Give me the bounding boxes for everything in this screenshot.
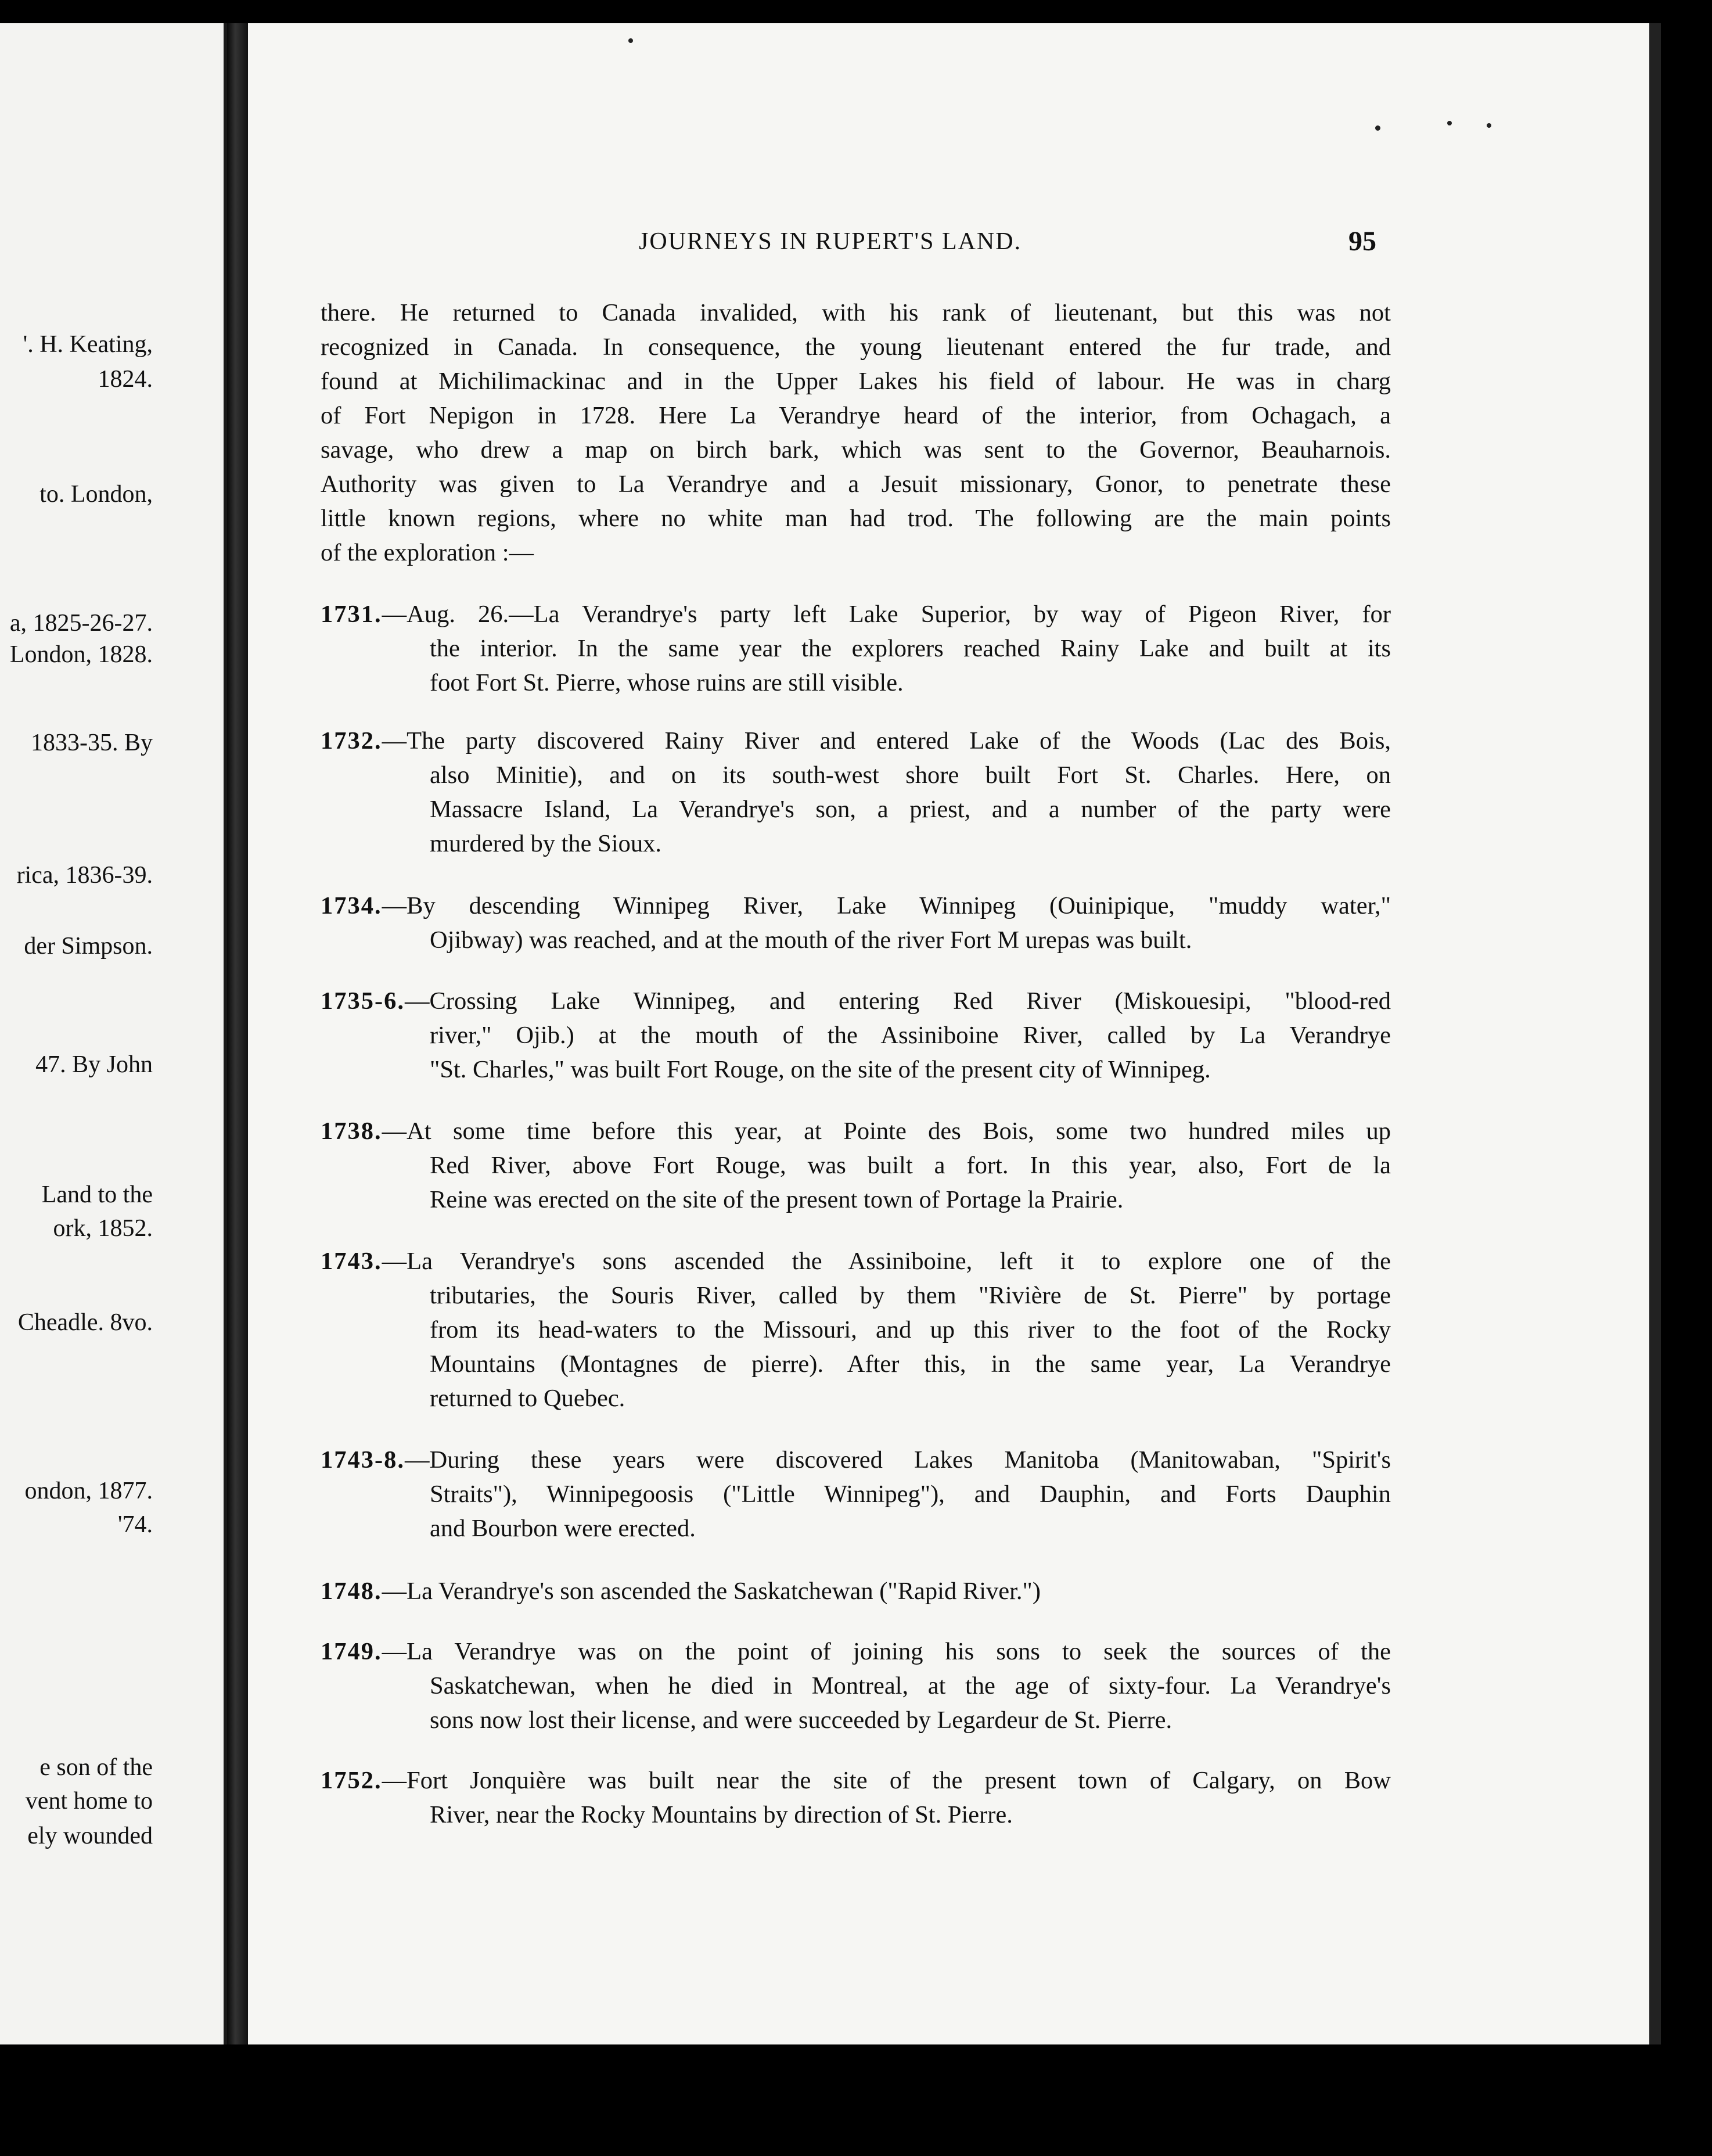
left-page-line: to. London, — [39, 481, 153, 508]
entry-year: 1743. — [321, 1248, 382, 1275]
entry-line: also Minitie), and on its south-west shore built Fort St. Charles. Here, on — [430, 761, 1391, 789]
entry-line: Reine was erected on the site of the present town of Portage la Prairie. — [430, 1186, 1124, 1213]
left-page-line: Land to the — [41, 1181, 153, 1208]
book-gutter — [227, 23, 248, 2044]
entry-year: 1738. — [321, 1117, 382, 1145]
print-speck — [1447, 121, 1452, 125]
entry-first-line — [321, 1763, 1391, 1798]
entry-year: 1752. — [321, 1767, 382, 1794]
left-page-line: Cheadle. 8vo. — [17, 1309, 153, 1336]
entry-year: 1731. — [321, 601, 382, 628]
entry-line: sons now lost their license, and were succeeded by Legardeur de St. Pierre. — [430, 1706, 1172, 1734]
entry-first-line — [321, 1574, 1391, 1608]
entry-line: Red River, above Fort Rouge, was built a fort. In this year, also, Fort de la — [430, 1152, 1391, 1179]
chronology-entry — [321, 1114, 1391, 1217]
entry-line: Ojibway) was reached, and at the mouth of the river Fort M urepas was built. — [430, 926, 1192, 954]
left-page-line: vent home to — [25, 1788, 153, 1814]
chronology-entry — [321, 1634, 1391, 1737]
entry-line: tributaries, the Souris River, called by them "Rivière de St. Pierre" by portage — [430, 1282, 1391, 1309]
chronology-entry — [321, 1443, 1391, 1546]
text-line: savage, who drew a map on birch bark, which was sent to the Governor, Beauharnois. — [321, 436, 1391, 463]
left-page-line: a, 1825-26-27. — [9, 610, 153, 637]
left-page-line: 1824. — [98, 366, 153, 393]
left-page-line: der Simpson. — [24, 933, 153, 960]
entry-first-line — [321, 1114, 1391, 1148]
print-speck — [1375, 125, 1380, 131]
left-page-line: 1833-35. By — [31, 730, 153, 756]
entry-line: "St. Charles," was built Fort Rouge, on the site of the present city of Winnipeg. — [430, 1056, 1211, 1083]
text-line: Authority was given to La Verandrye and a Jesuit missionary, Gonor, to penetrate these — [321, 470, 1391, 498]
page-edge-shadow — [1649, 23, 1661, 2044]
entry-first-line — [321, 1443, 1391, 1477]
entry-first-line — [321, 1634, 1391, 1669]
print-speck — [1487, 123, 1491, 128]
entry-year: 1735-6. — [321, 987, 405, 1015]
entry-first-line — [321, 984, 1391, 1018]
entry-year: 1732. — [321, 727, 382, 754]
text-line: of the exploration :— — [321, 539, 534, 566]
left-page-line: '. H. Keating, — [23, 331, 153, 358]
left-page-line: e son of the — [39, 1754, 153, 1781]
entry-year: 1743-8. — [321, 1446, 405, 1474]
entry-text: —La Verandrye's sons ascended the Assiniboine, left it to explore one of the — [382, 1248, 1391, 1275]
intro-paragraph — [321, 296, 1391, 570]
chronology-entry — [321, 1763, 1391, 1832]
entry-first-line — [321, 1244, 1391, 1278]
entry-line: and Bourbon were erected. — [430, 1515, 696, 1542]
left-page-line: '74. — [117, 1511, 153, 1538]
left-page-line: ondon, 1877. — [24, 1478, 153, 1504]
left-page-line: ely wounded — [27, 1823, 153, 1849]
entry-year: 1749. — [321, 1638, 382, 1665]
chronology-entry — [321, 597, 1391, 700]
entry-text: —During these years were discovered Lakes Manitoba (Manitowaban, "Spirit's — [405, 1446, 1391, 1474]
chronology-entry — [321, 889, 1391, 957]
entry-text: —La Verandrye's son ascended the Saskatchewan ("Rapid River.") — [382, 1578, 1041, 1605]
left-facing-page — [0, 23, 227, 2044]
entry-line: Saskatchewan, when he died in Montreal, at the age of sixty-four. La Verandrye's — [430, 1672, 1391, 1699]
page-number: 95 — [1348, 226, 1376, 257]
left-page-line: ork, 1852. — [53, 1215, 153, 1242]
entry-line: Massacre Island, La Verandrye's son, a priest, and a number of the party were — [430, 796, 1391, 823]
entry-line: River, near the Rocky Mountains by direction of St. Pierre. — [430, 1801, 1013, 1828]
chronology-entry — [321, 1574, 1391, 1608]
entry-text: —Fort Jonquière was built near the site of the present town of Calgary, on Bow — [382, 1767, 1391, 1794]
text-line: there. He returned to Canada invalided, with his rank of lieutenant, but this was not — [321, 299, 1391, 326]
running-head: JOURNEYS IN RUPERT'S LAND. — [639, 228, 1022, 255]
entry-line: river," Ojib.) at the mouth of the Assiniboine River, called by La Verandrye — [430, 1022, 1391, 1049]
left-page-line: rica, 1836-39. — [16, 862, 153, 889]
chronology-entry — [321, 984, 1391, 1087]
entry-year: 1748. — [321, 1578, 382, 1605]
entry-text: —At some time before this year, at Pointe des Bois, some two hundred miles up — [382, 1117, 1391, 1145]
entry-first-line — [321, 889, 1391, 923]
entry-line: from its head-waters to the Missouri, and up this river to the foot of the Rocky — [430, 1316, 1391, 1343]
entry-line: Straits"), Winnipegoosis ("Little Winnipeg"), and Dauphin, and Forts Dauphin — [430, 1481, 1391, 1508]
entry-line: returned to Quebec. — [430, 1385, 625, 1412]
text-line: of Fort Nepigon in 1728. Here La Verandrye heard of the interior, from Ochagach, a — [321, 402, 1391, 429]
text-line: found at Michilimackinac and in the Upper Lakes his field of labour. He was in charg — [321, 368, 1391, 395]
text-line: little known regions, where no white man had trod. The following are the main points — [321, 505, 1391, 532]
chronology-entry — [321, 1244, 1391, 1415]
entry-text: —The party discovered Rainy River and entered Lake of the Woods (Lac des Bois, — [382, 727, 1391, 754]
entry-text: —Aug. 26.—La Verandrye's party left Lake Superior, by way of Pigeon River, for — [382, 601, 1391, 628]
chronology-entry — [321, 724, 1391, 861]
entry-text: —Crossing Lake Winnipeg, and entering Red River (Miskouesipi, "blood-red — [405, 987, 1391, 1015]
entry-first-line — [321, 724, 1391, 758]
entry-text: —La Verandrye was on the point of joining his sons to seek the sources of the — [382, 1638, 1391, 1665]
left-page-line: 47. By John — [35, 1051, 153, 1078]
entry-first-line — [321, 597, 1391, 631]
entry-line: Mountains (Montagnes de pierre). After this, in the same year, La Verandrye — [430, 1350, 1391, 1378]
entry-line: murdered by the Sioux. — [430, 830, 661, 857]
entry-year: 1734. — [321, 892, 382, 919]
entry-line: foot Fort St. Pierre, whose ruins are still visible. — [430, 669, 904, 696]
entry-text: —By descending Winnipeg River, Lake Winnipeg (Ouinipique, "muddy water," — [382, 892, 1391, 919]
left-page-line: London, 1828. — [9, 641, 153, 668]
print-speck — [628, 38, 633, 43]
text-line: recognized in Canada. In consequence, the young lieutenant entered the fur trade, and — [321, 333, 1391, 361]
entry-line: the interior. In the same year the explorers reached Rainy Lake and built at its — [430, 635, 1391, 662]
